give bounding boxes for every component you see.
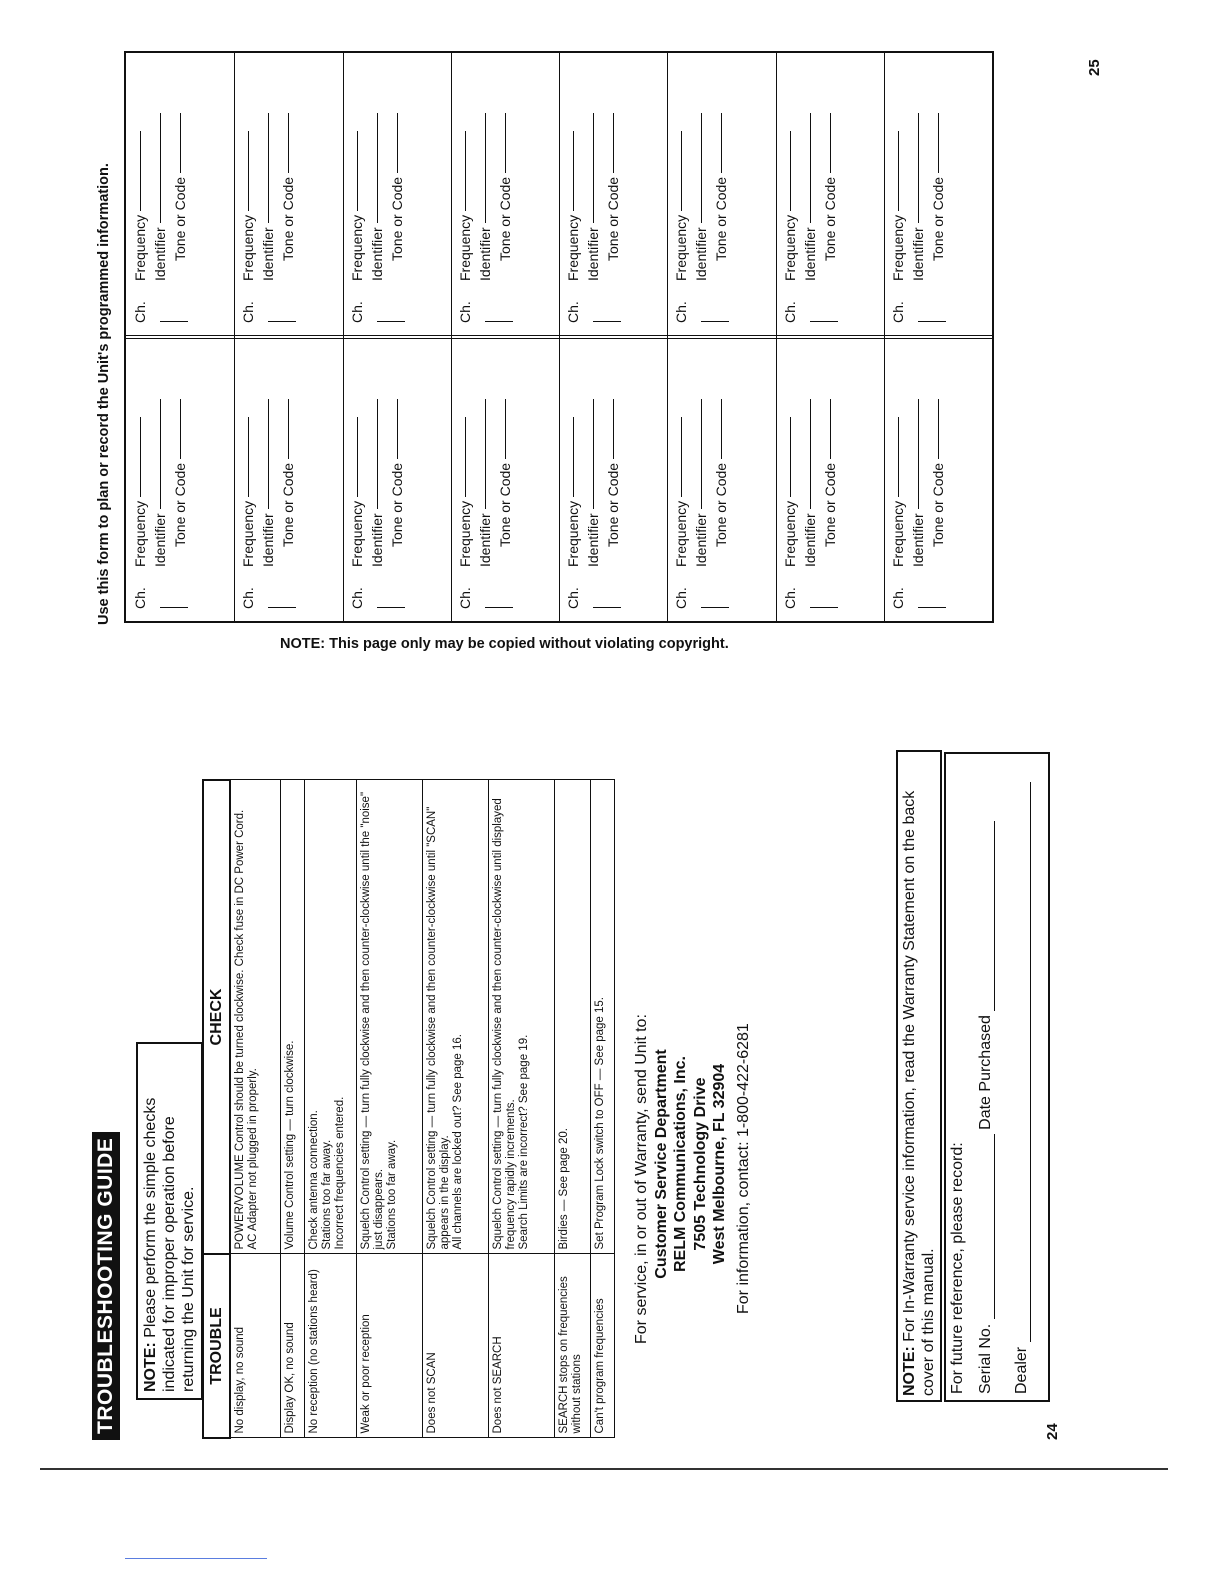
trouble-cell: Does not SEARCH [488,1254,554,1438]
identifier-field[interactable]: Identifier [800,61,820,281]
channel-number-field[interactable] [377,321,405,322]
channel-entry [884,341,954,621]
check-line: All channels are locked out? See page 16. [451,1034,464,1250]
channel-number-field[interactable] [485,321,513,322]
channel-fields [130,61,190,281]
channel-entry [776,55,846,335]
frequency-field[interactable]: Frequency [780,347,800,567]
channel-number-field[interactable] [810,321,838,322]
frequency-field[interactable]: Frequency [130,61,150,281]
purchase-record-box [944,752,1050,1402]
channel-fields [347,61,407,281]
dealer-label: Dealer [1013,1346,1030,1394]
check-cell [590,780,614,1254]
address-line: 7505 Technology Drive [691,1077,709,1251]
check-cell [488,780,554,1254]
channel-entry [126,55,196,335]
frequency-field[interactable]: Frequency [563,61,583,281]
tone-code-field[interactable]: Tone or Code [387,347,407,567]
trouble-cell: Does not SCAN [422,1254,488,1438]
check-line: Check antenna connection. [307,1110,320,1250]
frequency-field[interactable]: Frequency [455,347,475,567]
trouble-cell: SEARCH stops on frequencies without stations [554,1254,590,1438]
dealer-row [1012,782,1031,1394]
frequency-field[interactable]: Frequency [888,347,908,567]
tone-code-field[interactable]: Tone or Code [387,61,407,281]
tone-code-field[interactable]: Tone or Code [495,347,515,567]
table-row [422,780,488,1438]
warranty-note-text: For In-Warranty service information, read the Warranty Statement on the back cover of this manual. [901,790,937,1396]
frequency-field[interactable]: Frequency [238,61,258,281]
tone-code-field[interactable]: Tone or Code [495,61,515,281]
page-number: 24 [1044,1423,1061,1440]
trouble-cell: Can't program frequencies [590,1254,614,1438]
identifier-field[interactable]: Identifier [908,61,928,281]
channel-label: Ch. [348,587,365,609]
warranty-note-label: NOTE: [901,1346,918,1396]
service-note [136,1042,203,1400]
channel-fields [671,61,731,281]
channel-entry [343,341,413,621]
identifier-field[interactable]: Identifier [691,61,711,281]
check-cell [280,780,304,1254]
channel-label: Ch. [348,301,365,323]
frequency-field[interactable]: Frequency [130,347,150,567]
tone-code-field[interactable]: Tone or Code [820,61,840,281]
channel-form-grid [124,51,994,623]
check-line: AC Adapter not plugged in properly. [247,1068,259,1250]
tone-code-field[interactable]: Tone or Code [278,347,298,567]
page-number: 25 [1086,59,1103,76]
address-line: West Melbourne, FL 32904 [711,1063,728,1265]
date-label: Date Purchased [977,1015,994,1130]
copyright-note: NOTE: This page only may be copied without violating copyright. [280,636,729,652]
service-intro: For service, in or out of Warranty, send Unit to: [633,1014,650,1344]
tone-code-field[interactable]: Tone or Code [603,347,623,567]
programming-form-page [96,35,996,625]
channel-number-field[interactable] [701,321,729,322]
identifier-field[interactable]: Identifier [583,61,603,281]
trouble-cell: Display OK, no sound [280,1254,304,1438]
note-label: NOTE: [142,1342,159,1392]
check-line: Stations too far away. [320,1139,333,1250]
trouble-cell: Weak or poor reception [356,1254,422,1438]
channel-number-field[interactable] [701,607,729,608]
channel-entry [343,55,413,335]
channel-fields [780,61,840,281]
tone-code-field[interactable]: Tone or Code [711,347,731,567]
identifier-field[interactable]: Identifier [150,61,170,281]
check-line: Birdies — See page 20. [557,1128,570,1250]
tone-code-field[interactable]: Tone or Code [928,61,948,281]
page-title: TROUBLESHOOTING GUIDE [92,1132,120,1440]
check-line: Squelch Control setting — turn fully clockwise and then counter-clockwise until the "noise" just disappears. [359,791,385,1250]
check-line: Squelch Control setting — turn fully clockwise and then counter-clockwise until "SCAN" appears in the display. [425,806,451,1250]
channel-label: Ch. [673,587,690,609]
channel-label: Ch. [456,587,473,609]
serial-label: Serial No. [977,1323,994,1394]
table-row [280,780,304,1438]
check-line: Squelch Control setting — turn fully clockwise and then counter-clockwise until displayed frequency rapidly increments. [491,798,517,1250]
frequency-field[interactable]: Frequency [780,61,800,281]
channel-entry [776,341,846,621]
identifier-field[interactable]: Identifier [475,347,495,567]
channel-label: Ch. [240,301,257,323]
table-row [304,780,356,1438]
channel-number-field[interactable] [160,321,188,322]
tone-code-field[interactable]: Tone or Code [170,61,190,281]
tone-code-field[interactable]: Tone or Code [820,347,840,567]
check-line: Search Limits are incorrect? See page 19. [517,1034,530,1250]
channel-label: Ch. [889,301,906,323]
channel-entry [559,55,629,335]
frequency-field[interactable]: Frequency [671,61,691,281]
check-line: Incorrect frequencies entered. [333,1096,346,1250]
check-cell [356,780,422,1254]
channel-label: Ch. [781,301,798,323]
frequency-field[interactable]: Frequency [671,347,691,567]
channel-number-field[interactable] [810,607,838,608]
channel-number-field[interactable] [918,321,946,322]
channel-fields [780,347,840,567]
check-line: Stations too far away. [385,1139,398,1250]
scan-artifact-line [125,1558,267,1559]
troubleshooting-page [92,780,1077,1440]
channel-entry [451,341,521,621]
channel-label: Ch. [673,301,690,323]
channel-number-field[interactable] [593,607,621,608]
channel-fields [671,347,731,567]
channel-fields [238,347,298,567]
warranty-note [896,750,942,1402]
service-address [652,1014,730,1314]
identifier-field[interactable]: Identifier [367,347,387,567]
check-cell [304,780,356,1254]
channel-number-field[interactable] [485,607,513,608]
service-phone: For information, contact: 1-800-422-6281 [734,1023,752,1314]
channel-label: Ch. [565,301,581,323]
frequency-field[interactable]: Frequency [455,61,475,281]
check-line: Volume Control setting — turn clockwise. [283,1040,296,1250]
header-check: CHECK [203,780,230,1254]
tone-code-field[interactable]: Tone or Code [603,61,623,281]
record-heading: For future reference, please record: [949,1142,966,1394]
channel-number-field[interactable] [593,321,621,322]
channel-label: Ch. [240,587,257,609]
tone-code-field[interactable]: Tone or Code [170,347,190,567]
check-line: POWER/VOLUME Control should be turned clockwise. Check fuse in DC Power Cord. [234,809,246,1250]
address-line: RELM Communications, Inc. [672,1056,689,1273]
troubleshooting-table [202,779,615,1439]
channel-number-field[interactable] [160,607,188,608]
header-trouble: TROUBLE [203,1254,230,1438]
dealer-field[interactable] [1030,782,1031,1342]
channel-label: Ch. [456,301,473,323]
channel-fields [563,347,623,567]
table-row [230,780,280,1438]
channel-number-field[interactable] [268,607,296,608]
trouble-cell: No display, no sound [230,1254,280,1438]
tone-code-field[interactable]: Tone or Code [278,61,298,281]
table-row [488,780,554,1438]
channel-fields [888,347,948,567]
channel-fields [888,61,948,281]
serial-field[interactable] [994,1134,995,1319]
identifier-field[interactable]: Identifier [691,347,711,567]
channel-label: Ch. [565,587,581,609]
check-cell [230,780,280,1254]
channel-label: Ch. [132,587,148,609]
channel-entry [559,341,629,621]
trouble-cell: No reception (no stations heard) [304,1254,356,1438]
identifier-field[interactable]: Identifier [258,347,278,567]
check-cell [554,780,590,1254]
frequency-field[interactable]: Frequency [238,347,258,567]
identifier-field[interactable]: Identifier [367,61,387,281]
table-row [590,780,614,1438]
identifier-field[interactable]: Identifier [800,347,820,567]
channel-entry [667,341,737,621]
channel-number-field[interactable] [268,321,296,322]
channel-entry [234,55,304,335]
form-heading: Use this form to plan or record the Unit's programmed information. [96,163,112,625]
identifier-field[interactable]: Identifier [150,347,170,567]
tone-code-field[interactable]: Tone or Code [711,61,731,281]
channel-entry [667,55,737,335]
serial-date-row [976,821,995,1394]
channel-fields [563,61,623,281]
address-line: Customer Service Department [652,1049,670,1279]
channel-entry [126,341,196,621]
channel-entry [884,55,954,335]
date-field[interactable] [994,821,995,1011]
frequency-field[interactable]: Frequency [347,61,367,281]
channel-entry [234,341,304,621]
channel-number-field[interactable] [918,607,946,608]
identifier-field[interactable]: Identifier [258,61,278,281]
channel-label: Ch. [132,301,148,323]
table-row [356,780,422,1438]
channel-label: Ch. [889,587,906,609]
frequency-field[interactable]: Frequency [563,347,583,567]
channel-number-field[interactable] [377,607,405,608]
tone-code-field[interactable]: Tone or Code [928,347,948,567]
identifier-field[interactable]: Identifier [908,347,928,567]
channel-fields [455,347,515,567]
scan-edge-line [40,1468,1168,1470]
table-row [554,780,590,1438]
note-text: Please perform the simple checks indicated for improper operation before returning the Unit for service. [142,1097,197,1392]
identifier-field[interactable]: Identifier [583,347,603,567]
channel-label: Ch. [781,587,798,609]
channel-fields [238,61,298,281]
identifier-field[interactable]: Identifier [475,61,495,281]
frequency-field[interactable]: Frequency [347,347,367,567]
channel-fields [455,61,515,281]
channel-fields [130,347,190,567]
check-cell [422,780,488,1254]
channel-fields [347,347,407,567]
check-line: Set Program Lock switch to OFF — See page 15. [593,997,606,1250]
channel-entry [451,55,521,335]
frequency-field[interactable]: Frequency [888,61,908,281]
service-address-block [632,784,753,1344]
